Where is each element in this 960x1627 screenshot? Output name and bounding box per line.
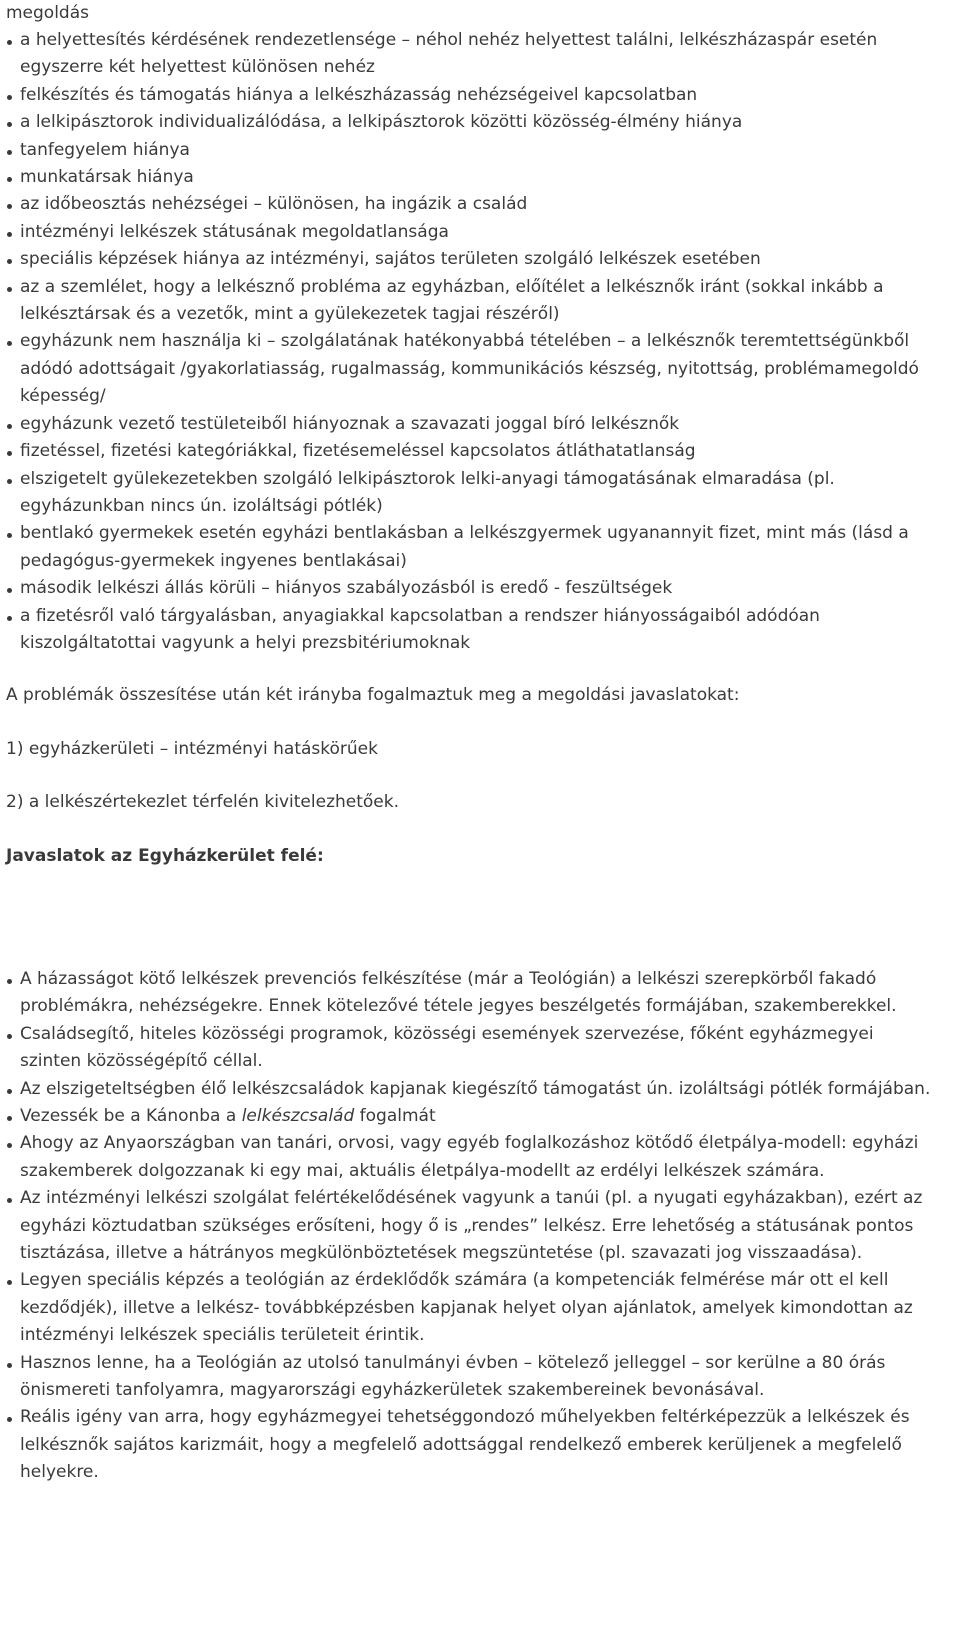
list-item: egyházunk nem használja ki – szolgálatának hatékonyabbá tételében – a lelkésznők teremtettségünkből adódó adottságait /gyakorlatiasság, rugalmasság, kommunikációs készség, nyitottság, problémamegoldó képesség/ xyxy=(20,328,940,410)
list-item: felkészítés és támogatás hiánya a lelkészházasság nehézségeivel kapcsolatban xyxy=(20,82,940,109)
list-item: speciális képzések hiánya az intézményi, sajátos területen szolgáló lelkészek esetében xyxy=(20,246,940,273)
list-item: Ahogy az Anyaországban van tanári, orvosi, vagy egyéb foglalkozáshoz kötődő életpálya-modell: egyházi szakemberek dolgozzanak ki egy mai, aktuális életpálya-modellt az erdélyi lelkészek számára. xyxy=(20,1130,940,1185)
list-item: tanfegyelem hiánya xyxy=(20,137,940,164)
list-item: Reális igény van arra, hogy egyházmegyei tehetséggondozó műhelyekben feltérképezzük a lelkészek és lelkésznők sajátos karizmáit, hogy a megfelelő adottsággal rendelkező emberek kerüljenek a megfelelő helyekre. xyxy=(20,1404,940,1486)
list-item: intézményi lelkészek státusának megoldatlansága xyxy=(20,219,940,246)
list-item: A házasságot kötő lelkészek prevenciós felkészítése (már a Teológián) a lelkészi szerepkörből fakadó problémákra, nehézségekre. Ennek kötelezővé tétele jegyes beszélgetés formájában, szakemberekkel. xyxy=(20,966,940,1021)
direction-1: 1) egyházkerületi – intézményi hatáskörűek xyxy=(6,738,378,759)
list-item: elszigetelt gyülekezetekben szolgáló lelkipásztorok lelki-anyagi támogatásának elmaradása (pl. egyházunkban nincs ún. izoláltsági pótlék) xyxy=(20,466,940,521)
list-item: Az elszigeteltségben élő lelkészcsaládok kapjanak kiegészítő támogatást ún. izoláltsági pótlék formájában. xyxy=(20,1076,940,1103)
summary-paragraph: A problémák összesítése után két irányba fogalmaztuk meg a megoldási javaslatokat: xyxy=(6,685,740,706)
list-item: Hasznos lenne, ha a Teológián az utolsó tanulmányi évben – kötelező jelleggel – sor kerülne a 80 órás önismereti tanfolyamra, magyarországi egyházkerületek szakembereinek bevonásával. xyxy=(20,1350,940,1405)
list-item xyxy=(20,1103,940,1130)
list-item: Családsegítő, hiteles közösségi programok, közösségi események szervezése, főként egyházmegyei szinten közösségépítő céllal. xyxy=(20,1021,940,1076)
list-item: az időbeosztás nehézségei – különösen, ha ingázik a család xyxy=(20,191,940,218)
proposal-text-end: fogalmát xyxy=(354,1106,436,1126)
direction-2: 2) a lelkészértekezlet térfelén kivitelezhetőek. xyxy=(6,792,400,813)
emphasized-term: lelkészcsalád xyxy=(241,1106,355,1126)
list-item: a lelkipásztorok individualizálódása, a lelkipásztorok közötti közösség-élmény hiánya xyxy=(20,109,940,136)
list-item: második lelkészi állás körüli – hiányos szabályozásból is eredő - feszültségek xyxy=(20,575,940,602)
list-item: egyházunk vezető testületeiből hiányoznak a szavazati joggal bíró lelkésznők xyxy=(20,411,940,438)
list-item: bentlakó gyermekek esetén egyházi bentlakásban a lelkészgyermek ugyanannyit fizet, mint más (lásd a pedagógus-gyermekek ingyenes bentlakásai) xyxy=(20,520,940,575)
list-item: az a szemlélet, hogy a lelkésznő probléma az egyházban, előítélet a lelkésznők iránt (sokkal inkább a lelkésztársak és a vezetők, mint a gyülekezetek tagjai részéről) xyxy=(20,274,940,329)
proposal-text-start: Vezessék be a Kánonba a xyxy=(20,1106,242,1126)
proposal-list xyxy=(6,966,940,1487)
problem-list xyxy=(6,27,940,657)
list-item: fizetéssel, fizetési kategóriákkal, fizetésemeléssel kapcsolatos átláthatatlanság xyxy=(20,438,940,465)
list-item: a helyettesítés kérdésének rendezetlensége – néhol nehéz helyettest találni, lelkészházaspár esetén egyszerre két helyettest különösen nehéz xyxy=(20,27,940,82)
section-heading: Javaslatok az Egyházkerület felé: xyxy=(6,845,324,866)
list-item: munkatársak hiánya xyxy=(20,164,940,191)
intro-word: megoldás xyxy=(6,3,89,23)
list-item: Az intézményi lelkészi szolgálat felértékelődésének vagyunk a tanúi (pl. a nyugati egyházakban), ezért az egyházi köztudatban szükséges erősíteni, hogy ő is „rendes” lelkész. Erre lehetőség a státusának pontos tisztázása, illetve a hátrányos megkülönböztetések megszüntetése (pl. szavazati jog visszaadása). xyxy=(20,1185,940,1267)
list-item: Legyen speciális képzés a teológián az érdeklődők számára (a kompetenciák felmérése már ott el kell kezdődjék), illetve a lelkész- továbbképzésben kapjanak helyet olyan ajánlatok, amelyek kimondottan az intézményi lelkészek speciális területeit érintik. xyxy=(20,1267,940,1349)
list-item: a fizetésről való tárgyalásban, anyagiakkal kapcsolatban a rendszer hiányosságaiból adódóan kiszolgáltatottai vagyunk a helyi prezsbitériumoknak xyxy=(20,603,940,658)
